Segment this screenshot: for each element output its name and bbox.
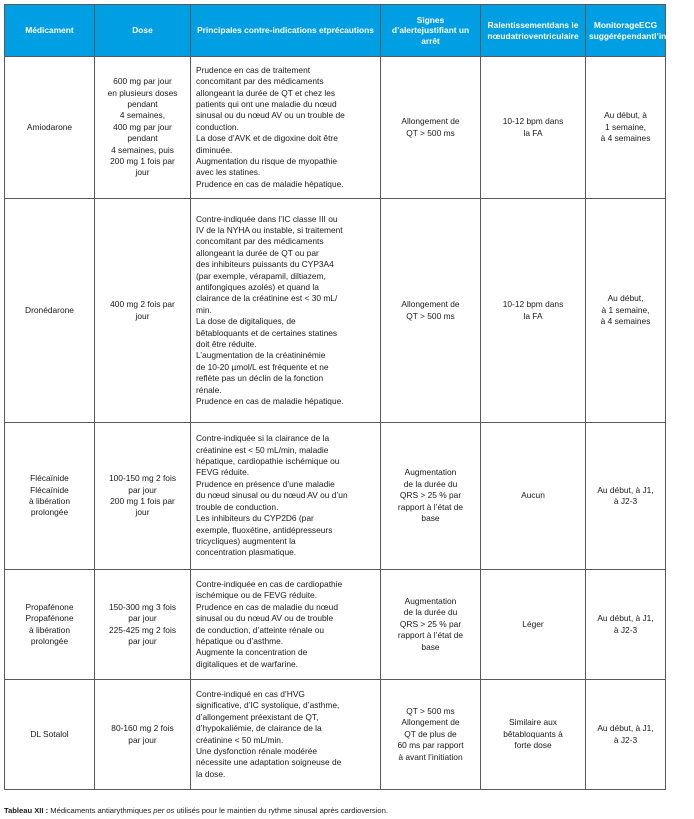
text-line: Augmentation du risque de myopathie (196, 156, 338, 167)
cell-monitorage-ecg (586, 423, 666, 570)
text-line: QT > 500 ms (406, 310, 455, 321)
text-line: La dose de digitaliques, de (196, 316, 296, 327)
text-line: Flécaïnide (30, 473, 69, 484)
text-line: par jour (128, 484, 157, 495)
text-line: Contre-indiqué en cas d’HVG (196, 688, 305, 699)
text-line: FEVG réduite. (196, 467, 250, 478)
header-ralentissement-av (481, 5, 586, 57)
text-line: 4 semaines, puis (111, 144, 174, 155)
text-line: Prudence en cas de maladie hépatique. (196, 178, 344, 189)
text-line: rapport à l’état de (397, 630, 464, 641)
text-line: de 10-20 µmol/L est fréquente et ne (196, 361, 329, 372)
text-line: La dose d’AVK et de digoxine doit être (196, 133, 338, 144)
text-line: 4 semaines, (119, 110, 166, 121)
text-line: d’allongement préexistant de QT, (196, 711, 319, 722)
text-line: base (421, 641, 440, 652)
text-line: à J2-3 (613, 496, 638, 506)
text-line: la dose. (196, 768, 226, 779)
text-line: prolongée (30, 507, 69, 518)
text-line: nécessite une adaptation soigneuse de (196, 757, 342, 768)
text-line: (par exemple, vérapamil, diltiazem, (196, 270, 326, 281)
text-line: du nœud sinusal ou du nœud AV ou d’un (196, 490, 348, 501)
text-line: hépatique ou d’asthme. (196, 635, 284, 646)
text-line: prolongée (30, 635, 69, 646)
text-line: de la durée du (403, 607, 458, 618)
text-line: QRS > 25 % par (399, 490, 462, 501)
text-line: min. (196, 304, 212, 315)
text-line: jour (135, 310, 150, 321)
cell-signes-alerte (381, 199, 481, 423)
table-caption (4, 806, 388, 816)
cell-drug (5, 57, 95, 199)
header-monitorage-ecg (586, 5, 694, 57)
text-line: DL Sotalol (30, 728, 69, 739)
table-row (5, 423, 666, 570)
text-line: Prudence en cas de maladie hépatique. (196, 396, 344, 407)
text-line: 10-12 bpm dans (502, 299, 564, 310)
text-line: la FA (523, 127, 543, 138)
text-line: 400 mg 2 fois par (110, 299, 175, 310)
text-line: reflète pas un déclin de la fonction (196, 373, 324, 384)
text-line: Augmentation (404, 467, 457, 478)
text-line: par jour (128, 635, 157, 646)
cell-signes-alerte (381, 570, 481, 680)
text-line: sinusal ou du nœud AV ou un trouble de (196, 110, 345, 121)
cell-monitorage-ecg (586, 57, 666, 199)
cell-monitorage-ecg (586, 199, 666, 423)
text-line: de la durée du (403, 478, 458, 489)
text-line: QRS > 25 % par (399, 618, 462, 629)
text-line: 600 mg par jour (113, 76, 172, 87)
text-line: Au début, (607, 293, 644, 304)
table-row (5, 680, 666, 790)
table-row (5, 57, 666, 199)
text-line: créatinine < 50 mL/min. (196, 734, 284, 745)
text-line: Au début, à (604, 110, 647, 121)
text-line: atrioventriculaire (510, 30, 579, 41)
text-line: Flécaïnide (30, 484, 69, 495)
header-dose (95, 5, 191, 57)
header-medicament (5, 5, 95, 57)
text-line: précautions (326, 25, 374, 36)
text-line: Allongement de (401, 299, 460, 310)
text-line: 150-300 mg 3 fois (108, 601, 177, 612)
text-line: Prudence en cas de maladie du nœud (196, 601, 338, 612)
text-line: significative, d’IC systolique, d’asthme, (196, 700, 340, 711)
text-line: 225-425 mg 2 fois (108, 624, 177, 635)
text-line: rapport à l’état de (397, 501, 464, 512)
text-line: Propafénone (25, 613, 74, 624)
text-line: allongeant la durée de QT et chez les (196, 87, 336, 98)
text-line: Les inhibiteurs du CYP2D6 (par (196, 513, 314, 524)
text-line: trouble de conduction. (196, 501, 279, 512)
cell-contre-indications (191, 199, 381, 423)
text-line: à 4 semaines (600, 316, 651, 327)
text-line: Signes d’alerte (391, 15, 445, 36)
text-line: Dose (132, 25, 153, 36)
text-line: dans le nœud (487, 20, 579, 41)
caption-text-italic: per os (153, 806, 175, 815)
text-line: Amiodarone (26, 121, 73, 132)
text-line: doit être réduite. (196, 339, 257, 350)
text-line: 60 ms par rapport (397, 740, 464, 751)
text-line: pendant (127, 98, 158, 109)
text-line: à J2-3 (613, 624, 638, 635)
text-line: à libération (29, 496, 70, 506)
text-line: digitaliques et de warfarine. (196, 658, 298, 669)
header-signes-alerte (381, 5, 481, 57)
text-line: 100-150 mg 2 fois (108, 473, 177, 484)
cell-dose (95, 199, 191, 423)
text-line: bêtabloquants à (503, 728, 563, 739)
text-line: concentration plasmatique. (196, 547, 297, 558)
caption-text-after: utilisés pour le maintien du rythme sinusal après cardioversion. (174, 806, 388, 815)
text-line: 1 semaine, (605, 121, 646, 132)
text-line: Au début, à J1, (597, 484, 654, 495)
text-line: l’initiation (654, 30, 694, 41)
text-line: patients qui ont une maladie du nœud (196, 98, 337, 109)
text-line: concomitant par des médicaments (196, 76, 324, 87)
text-line: jour (135, 507, 150, 518)
text-line: Augmentation (404, 595, 457, 606)
text-line: à J2-3 (613, 734, 638, 745)
text-line: Aucun (521, 490, 545, 501)
cell-dose (95, 680, 191, 790)
cell-contre-indications (191, 57, 381, 199)
cell-drug (5, 199, 95, 423)
text-line: 400 mg par jour (113, 121, 172, 132)
table-row (5, 199, 666, 423)
text-line: par jour (128, 734, 157, 745)
text-line: Au début, à J1, (597, 613, 654, 624)
text-line: en plusieurs doses (107, 87, 178, 98)
text-line: Prudence en présence d’une maladie (196, 478, 335, 489)
text-line: justifiant un arrêt (421, 25, 470, 46)
table-container (4, 4, 694, 790)
cell-ralentissement-av (481, 570, 586, 680)
text-line: 200 mg 1 fois par (110, 156, 175, 167)
header-contre-indications (191, 5, 381, 57)
text-line: pendant (621, 30, 655, 41)
text-line: créatinine est < 50 mL/min, maladie (196, 444, 329, 455)
text-line: de conduction, d’atteinte rénale ou (196, 624, 325, 635)
text-line: Contre-indiquée en cas de cardiopathie (196, 578, 343, 589)
text-line: allongeant la durée de QT ou par (196, 247, 319, 258)
text-line: Similaire aux (509, 717, 557, 728)
cell-ralentissement-av (481, 57, 586, 199)
cell-ralentissement-av (481, 199, 586, 423)
cell-signes-alerte (381, 423, 481, 570)
text-line: clairance de la créatinine est < 30 mL/ (196, 293, 338, 304)
header-row (5, 5, 666, 57)
cell-dose (95, 423, 191, 570)
text-line: Médicament (25, 25, 74, 36)
text-line: rénale. (196, 384, 222, 395)
text-line: QT > 500 ms (406, 127, 455, 138)
cell-drug (5, 680, 95, 790)
cell-dose (95, 570, 191, 680)
text-line: forte dose (514, 740, 552, 751)
cell-monitorage-ecg (586, 570, 666, 680)
text-line: pendant (127, 133, 158, 144)
cell-signes-alerte (381, 57, 481, 199)
text-line: Augmente la concentration de (196, 647, 308, 658)
cell-contre-indications (191, 680, 381, 790)
text-line: Principales contre-indications et (197, 25, 327, 36)
caption-label: Tableau XII : (4, 806, 49, 815)
caption-text-before: Médicaments antiarythmiques (48, 806, 154, 815)
text-line: d’hypokaliémie, de clairance de la (196, 723, 322, 734)
text-line: Contre-indiquée si la clairance de la (196, 433, 330, 444)
cell-ralentissement-av (481, 423, 586, 570)
text-line: ischémique ou de FEVG réduite. (196, 590, 318, 601)
text-line: par jour (128, 613, 157, 624)
text-line: concomitant par des médicaments (196, 236, 324, 247)
text-line: exemple, fluoxétine, antidépresseurs (196, 524, 333, 535)
text-line: base (421, 513, 440, 524)
text-line: conduction. (196, 121, 239, 132)
text-line: Allongement de (401, 717, 460, 728)
antiarrhythmic-drugs-table (4, 4, 694, 790)
text-line: à 1 semaine, (601, 304, 650, 315)
text-line: Allongement de (401, 116, 460, 127)
text-line: Une dysfonction rénale modérée (196, 745, 318, 756)
cell-ralentissement-av (481, 680, 586, 790)
text-line: à 4 semaines (600, 133, 651, 144)
cell-drug (5, 423, 95, 570)
text-line: diminuée. (196, 144, 233, 155)
text-line: Dronédarone (25, 304, 74, 315)
text-line: des inhibiteurs puissants du CYP3A4 (196, 259, 334, 270)
text-line: QT de plus de (404, 728, 457, 739)
text-line: tricycliques) augmentent la (196, 535, 296, 546)
text-line: 200 mg 1 fois par (110, 496, 175, 506)
cell-monitorage-ecg (586, 680, 666, 790)
text-line: jour (135, 167, 150, 178)
text-line: à avant l’initiation (398, 751, 463, 762)
text-line: QT > 500 ms (406, 705, 455, 716)
text-line: ECG suggéré (589, 20, 658, 41)
text-line: Au début, à J1, (597, 723, 654, 734)
text-line: hépatique, cardiopathie ischémique ou (196, 456, 340, 467)
text-line: 80-160 mg 2 fois (111, 723, 174, 734)
text-line: sinusal ou du nœud AV ou de trouble (196, 613, 334, 624)
text-line: Propafénone (25, 601, 74, 612)
text-line: à libération (29, 624, 70, 635)
table-row (5, 570, 666, 680)
text-line: 10-12 bpm dans (502, 116, 564, 127)
text-line: IV de la NYHA ou instable, si traitement (196, 224, 343, 235)
cell-contre-indications (191, 570, 381, 680)
text-line: antifongiques azolés) et quand la (196, 281, 319, 292)
text-line: la FA (523, 310, 543, 321)
text-line: Monitorage (593, 20, 639, 31)
cell-drug (5, 570, 95, 680)
cell-signes-alerte (381, 680, 481, 790)
text-line: bêtabloquants et de certaines statines (196, 327, 338, 338)
text-line: Prudence en cas de traitement (196, 64, 311, 75)
cell-dose (95, 57, 191, 199)
cell-contre-indications (191, 423, 381, 570)
text-line: avec les statines. (196, 167, 261, 178)
text-line: Contre-indiquée dans l’IC classe III ou (196, 213, 338, 224)
text-line: L’augmentation de la créatininémie (196, 350, 326, 361)
text-line: Léger (522, 618, 544, 629)
text-line: Ralentissement (487, 20, 550, 31)
